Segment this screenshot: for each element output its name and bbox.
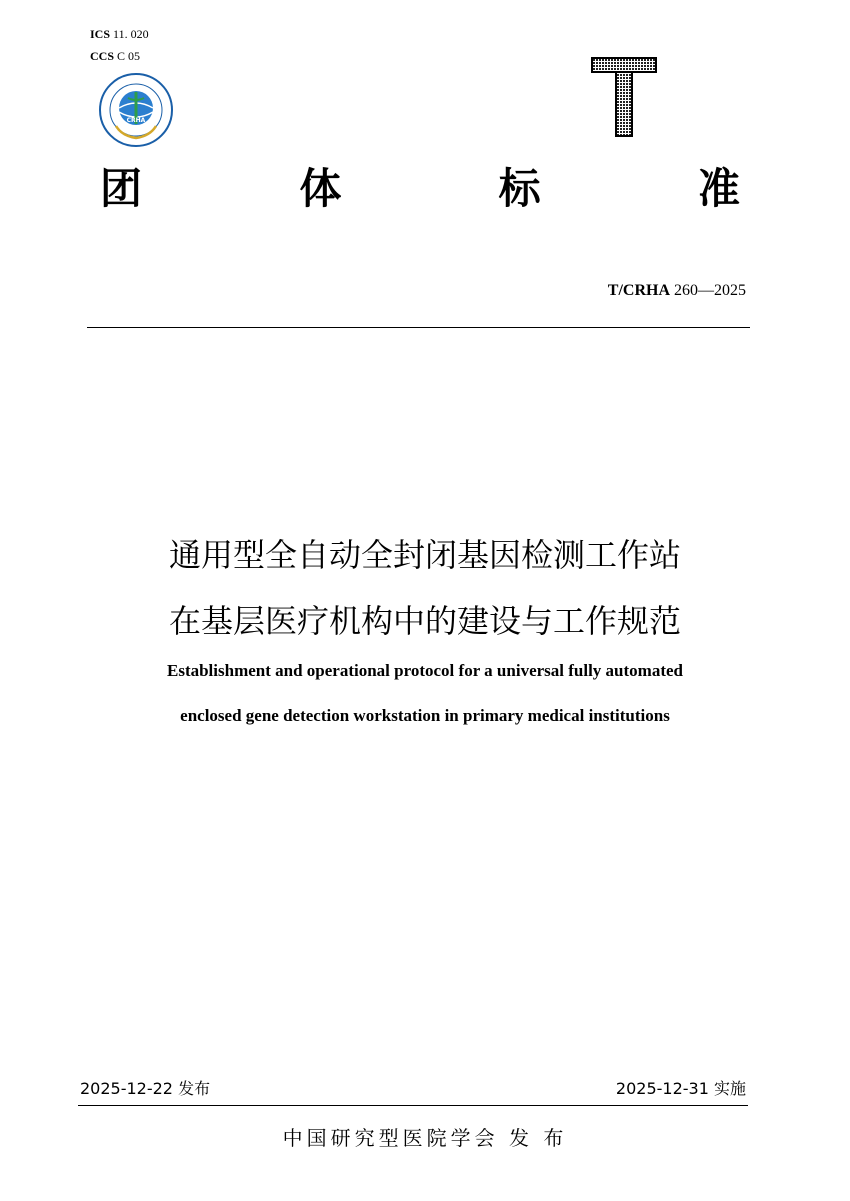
title-char: 团 xyxy=(100,164,143,213)
big-letter-t xyxy=(590,56,658,138)
title-char: 体 xyxy=(299,164,342,213)
standard-number xyxy=(608,282,746,300)
title-char: 标 xyxy=(498,164,541,213)
document-type-title xyxy=(100,158,740,214)
english-title-line-1: Establishment and operational protocol for a universal fully automated xyxy=(166,661,683,680)
ccs-label: CCS xyxy=(90,49,115,63)
top-divider xyxy=(87,327,750,328)
logo-text: CRHA xyxy=(126,117,146,124)
ics-value: 11. 020 xyxy=(113,27,149,41)
ics-label: ICS xyxy=(90,27,111,41)
publisher: 中国研究型医院学会 发 布 xyxy=(282,1126,568,1150)
english-title-line-2: enclosed gene detection workstation in primary medical institutions xyxy=(180,706,670,725)
chinese-title-line-1: 通用型全自动全封闭基因检测工作站 xyxy=(168,536,681,574)
standard-number-value: 260—2025 xyxy=(674,282,746,299)
title-char: 准 xyxy=(697,164,740,213)
chinese-title-line-2: 在基层医疗机构中的建设与工作规范 xyxy=(168,602,681,640)
ccs-code xyxy=(90,48,140,64)
issue-date: 2025-12-22 发布 xyxy=(80,1079,211,1098)
crha-seal-icon xyxy=(98,72,174,148)
ics-code xyxy=(90,26,149,42)
standard-prefix: T/CRHA xyxy=(607,282,670,299)
bottom-divider xyxy=(78,1105,748,1106)
implement-date: 2025-12-31 实施 xyxy=(615,1079,746,1098)
ccs-value: C 05 xyxy=(117,49,141,63)
